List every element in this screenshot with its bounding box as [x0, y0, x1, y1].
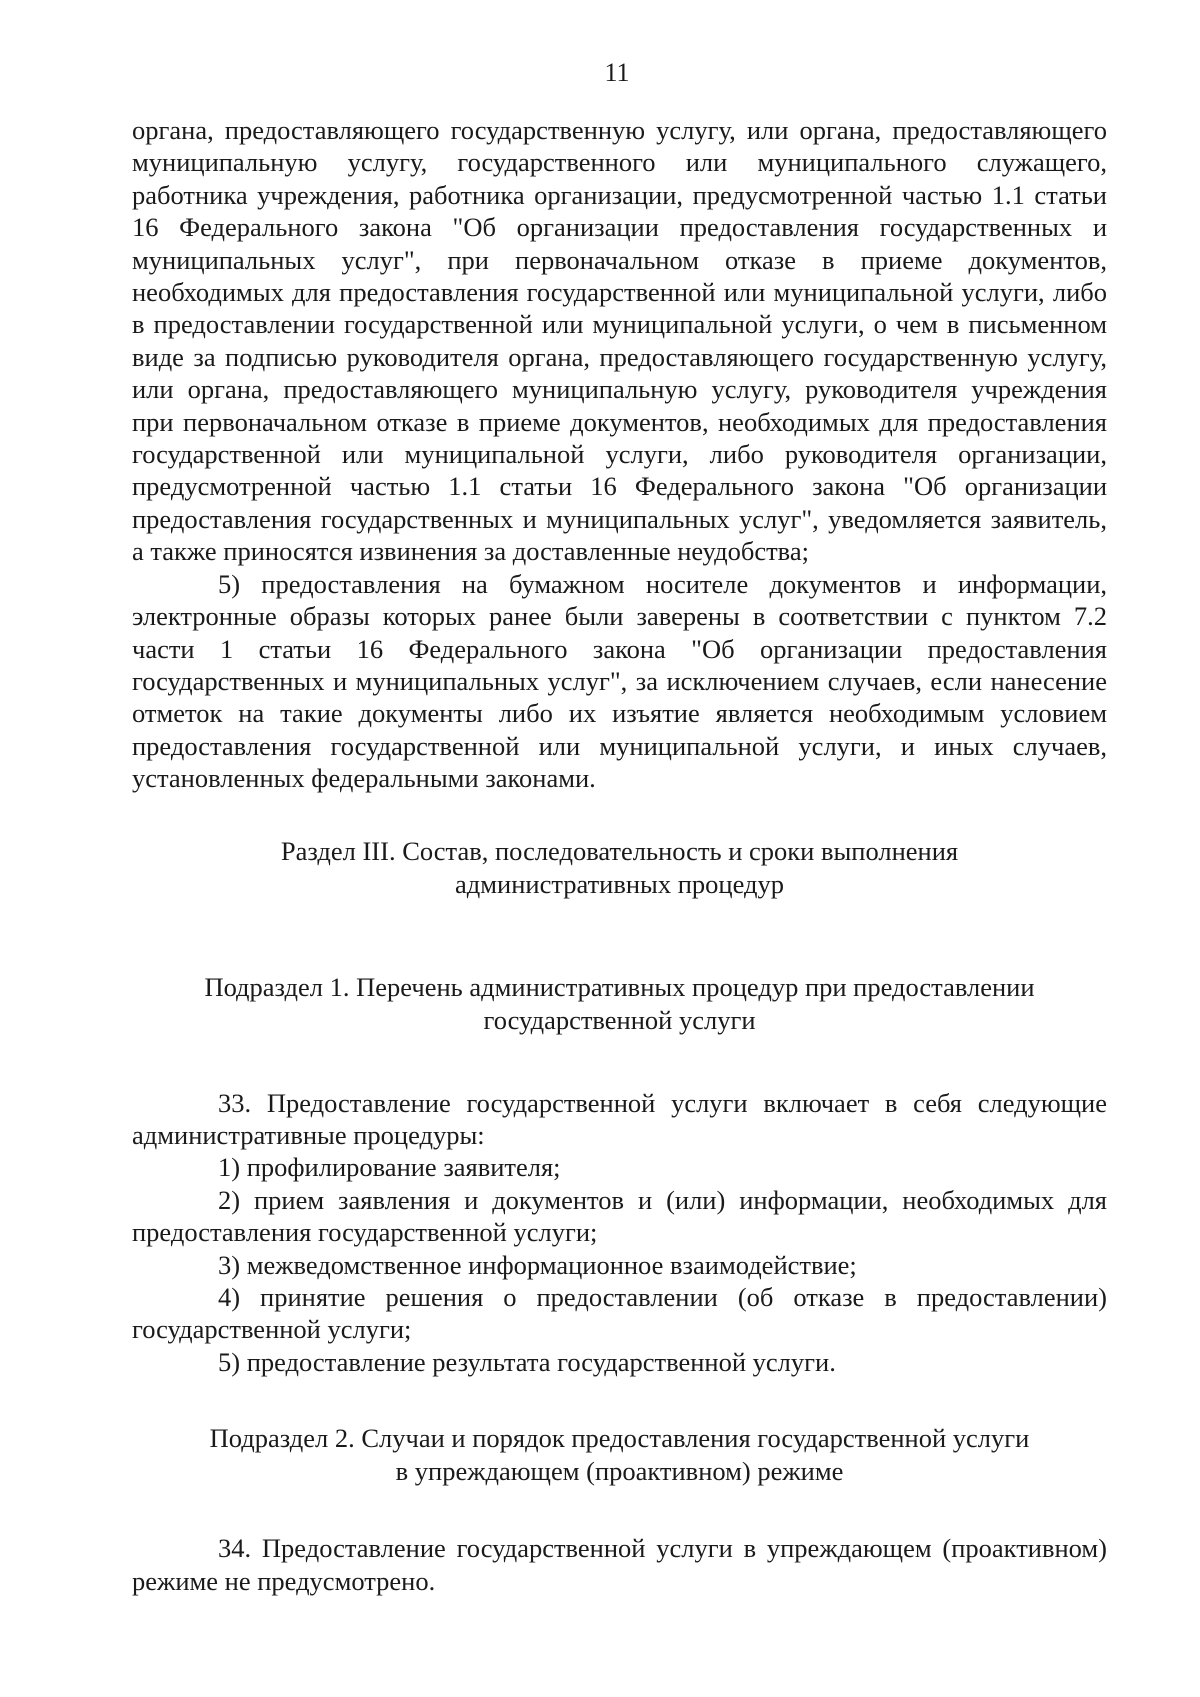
procedure-item-2: 2) прием заявления и документов и (или) информации, необходимых для предоставления государственной услуги; [132, 1184, 1107, 1248]
procedure-item-5: 5) предоставление результата государственной услуги. [218, 1346, 836, 1377]
subsection-1-heading-line-2: государственной услуги [483, 1004, 756, 1035]
subsection-2-heading [132, 1422, 1107, 1488]
paragraph-item-5: 5) предоставления на бумажном носителе документов и информации, электронные образы которых ранее были заверены в соответствии с пунктом 7.2 части 1 статьи 16 Федерального закона "Об организации предоставления государственных и муниципальных услуг", за исключением случаев, если нанесение отметок на такие документы либо их изъятие является необходимым условием предоставления государственной или муниципальной услуги, и иных случаев, установленных федеральными законами. [132, 568, 1107, 794]
subsection-2-heading-line-2: в упреждающем (проактивном) режиме [395, 1456, 844, 1487]
procedure-item-4: 4) принятие решения о предоставлении (об отказе в предоставлении) государственной услуги; [132, 1281, 1107, 1345]
paragraph-continuation: органа, предоставляющего государственную услугу, или органа, предоставляющего муниципальную услугу, государственного или муниципального служащего, работника учреждения, работника организации, предусмотренной частью 1.1 статьи 16 Федерального закона "Об организации предоставления государственных и муниципальных услуг", при первоначальном отказе в приеме документов, необходимых для предоставления государственной или муниципальной услуги, либо в предоставлении государственной или муниципальной услуги, о чем в письменном виде за подписью руководителя органа, предоставляющего государственную услугу, или органа, предоставляющего муниципальную услугу, руководителя учреждения при первоначальном отказе в приеме документов, необходимых для предоставления государственной или муниципальной услуги, либо руководителя организации, предусмотренной частью 1.1 статьи 16 Федерального закона "Об организации предоставления государственных и муниципальных услуг", уведомляется заявитель, а также приносятся извинения за доставленные неудобства; [132, 115, 1107, 567]
section-3-heading-line-2: административных процедур [455, 868, 784, 899]
subsection-1-heading [132, 971, 1107, 1037]
paragraph-34: 34. Предоставление государственной услуги в упреждающем (проактивном) режиме не предусмотрено. [132, 1533, 1107, 1596]
page-content [132, 114, 1107, 1597]
section-3-heading-line-1: Раздел III. Состав, последовательность и сроки выполнения [280, 835, 959, 866]
paragraph-33: 33. Предоставление государственной услуги включает в себя следующие административные процедуры: [132, 1087, 1107, 1150]
section-3-heading [132, 835, 1107, 901]
subsection-2-heading-line-1: Подраздел 2. Случаи и порядок предоставления государственной услуги [209, 1423, 1030, 1454]
subsection-1-heading-line-1: Подраздел 1. Перечень административных процедур при предоставлении [204, 971, 1035, 1002]
procedure-item-3: 3) межведомственное информационное взаимодействие; [218, 1249, 857, 1280]
page-number: 11 [604, 58, 630, 87]
procedure-item-1: 1) профилирование заявителя; [218, 1152, 561, 1183]
